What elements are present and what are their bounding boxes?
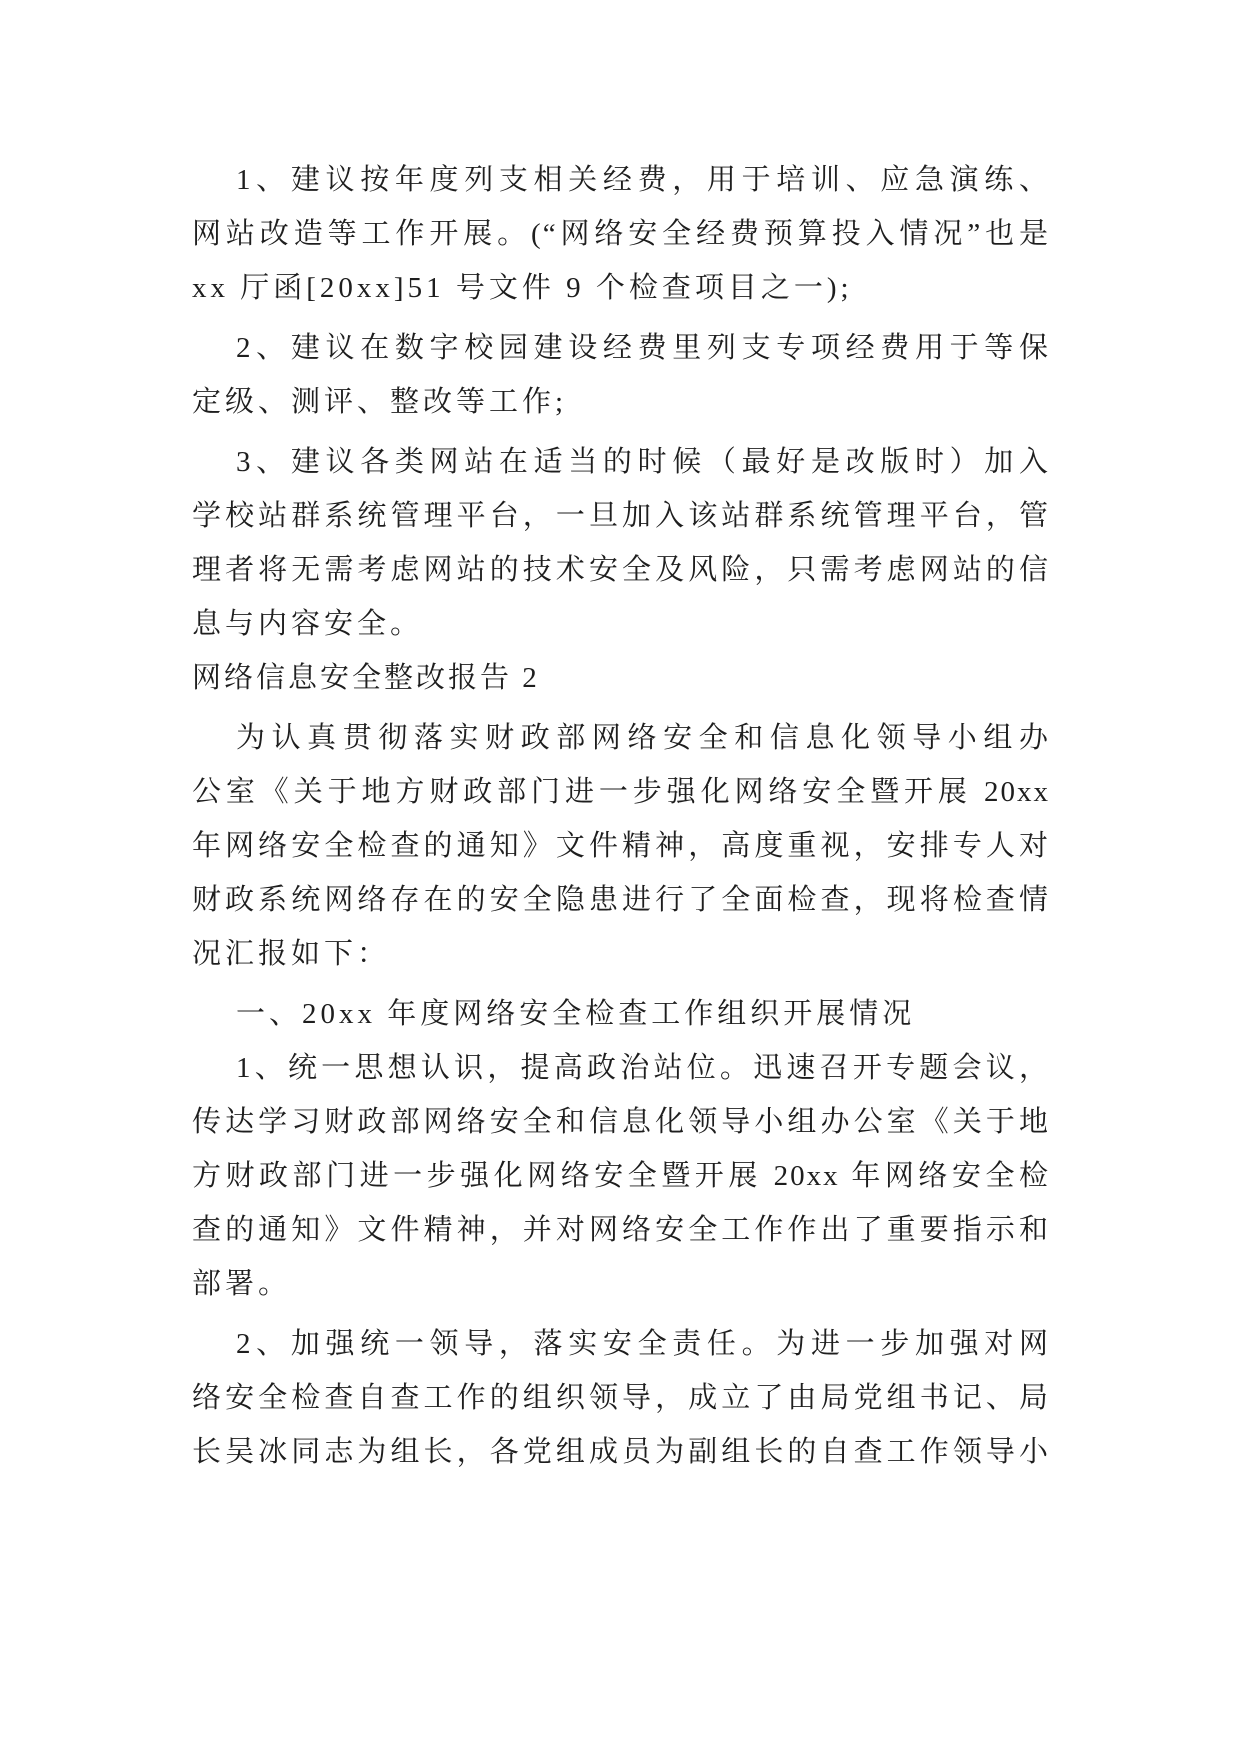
text-line: 网站改造等工作开展。(“网络安全经费预算投入情况”也是 — [192, 218, 1050, 250]
text-line: 1、统一思想认识，提高政治站位。迅速召开专题会议， — [236, 1052, 1050, 1084]
text-line: 财政系统网络存在的安全隐患进行了全面检查，现将检查情 — [192, 884, 1050, 916]
text-line: 2、建议在数字校园建设经费里列支专项经费用于等保 — [236, 332, 1050, 364]
text-line: 定级、测评、整改等工作; — [192, 386, 568, 418]
text-line: 息与内容安全。 — [192, 608, 424, 640]
text-line: 3、建议各类网站在适当的时候（最好是改版时）加入 — [236, 446, 1050, 478]
text-line: 长吴冰同志为组长，各党组成员为副组长的自查工作领导小 — [192, 1436, 1050, 1468]
text-line: 部署。 — [192, 1268, 292, 1300]
text-line: 一、20xx 年度网络安全检查工作组织开展情况 — [236, 998, 916, 1030]
text-line: 为认真贯彻落实财政部网络安全和信息化领导小组办 — [236, 722, 1050, 754]
text-line: 公室《关于地方财政部门进一步强化网络安全暨开展 20xx — [192, 776, 1050, 808]
text-line: xx 厅函[20xx]51 号文件 9 个检查项目之一); — [192, 272, 853, 304]
text-line: 查的通知》文件精神，并对网络安全工作作出了重要指示和 — [192, 1214, 1050, 1246]
text-line: 络安全检查自查工作的组织领导，成立了由局党组书记、局 — [192, 1382, 1050, 1414]
text-line: 学校站群系统管理平台，一旦加入该站群系统管理平台，管 — [192, 500, 1050, 532]
text-line: 传达学习财政部网络安全和信息化领导小组办公室《关于地 — [192, 1106, 1050, 1138]
text-line: 况汇报如下： — [192, 938, 391, 970]
text-line: 2、加强统一领导，落实安全责任。为进一步加强对网 — [236, 1328, 1050, 1360]
text-line: 年网络安全检查的通知》文件精神，高度重视，安排专人对 — [192, 830, 1050, 862]
text-line: 1、建议按年度列支相关经费，用于培训、应急演练、 — [236, 164, 1050, 196]
text-line: 方财政部门进一步强化网络安全暨开展 20xx 年网络安全检 — [192, 1160, 1050, 1192]
text-line: 理者将无需考虑网站的技术安全及风险，只需考虑网站的信 — [192, 554, 1050, 586]
report-title: 网络信息安全整改报告 2 — [192, 662, 540, 694]
